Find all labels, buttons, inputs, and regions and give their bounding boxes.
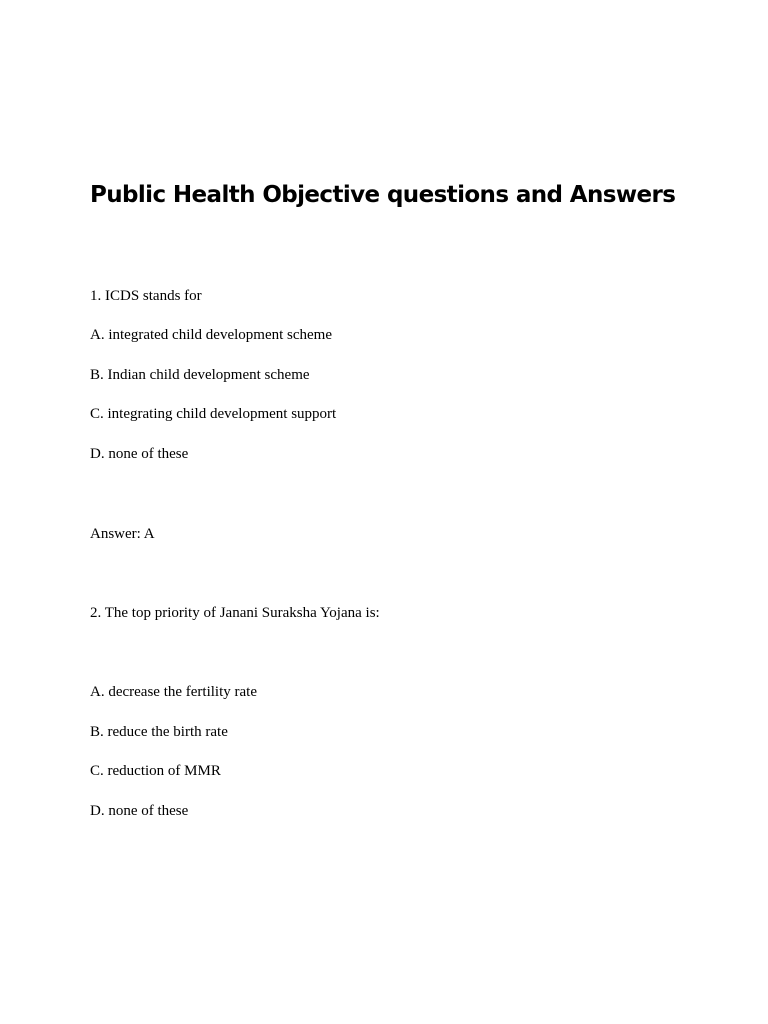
document-title: Public Health Objective questions and Answers bbox=[90, 182, 676, 208]
q2-option-c: C. reduction of MMR bbox=[90, 763, 221, 779]
question-1: 1. ICDS stands for bbox=[90, 288, 202, 304]
q2-option-d: D. none of these bbox=[90, 803, 189, 819]
q1-option-b: B. Indian child development scheme bbox=[90, 367, 310, 383]
q1-answer: Answer: A bbox=[90, 526, 155, 542]
q1-option-c: C. integrating child development support bbox=[90, 406, 337, 422]
q1-option-d: D. none of these bbox=[90, 446, 189, 462]
q1-option-a: A. integrated child development scheme bbox=[90, 327, 332, 343]
q2-option-b: B. reduce the birth rate bbox=[90, 724, 228, 740]
question-2: 2. The top priority of Janani Suraksha Yojana is: bbox=[90, 605, 380, 621]
q2-option-a: A. decrease the fertility rate bbox=[90, 684, 257, 700]
